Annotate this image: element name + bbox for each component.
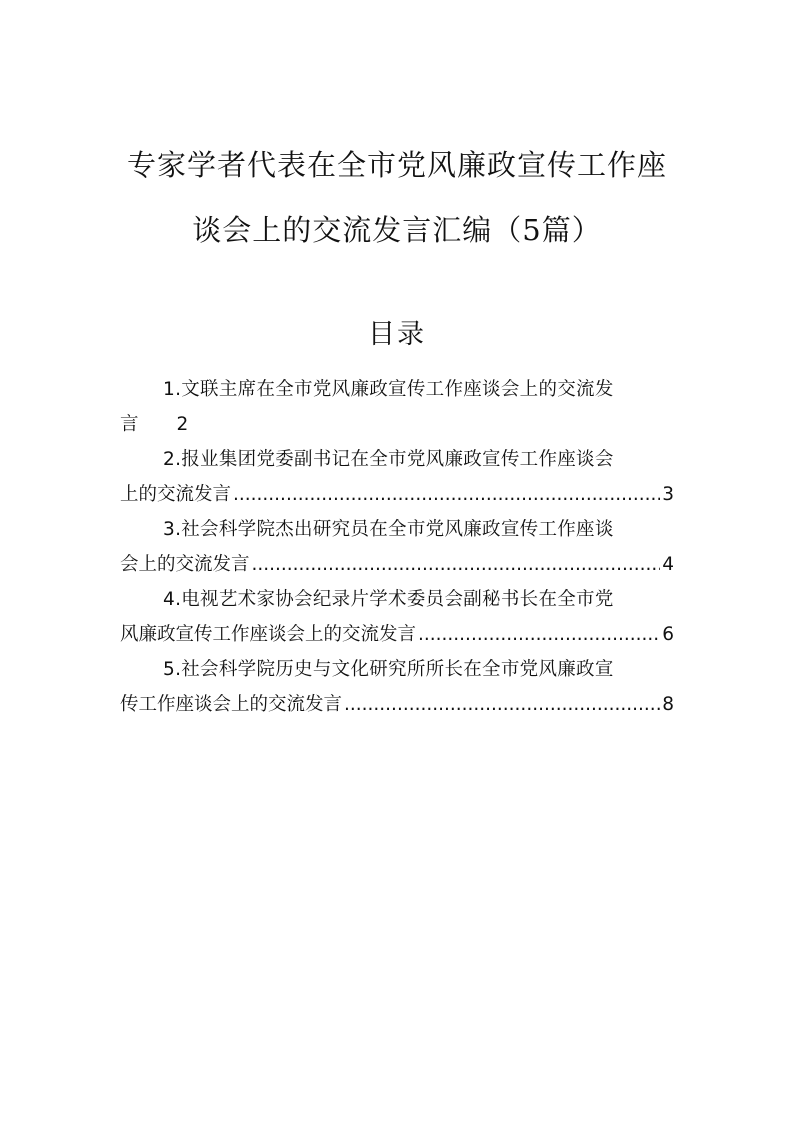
title-line-1: 专家学者代表在全市党风廉政宣传工作座 [126,148,667,182]
toc-entry-text-cont: 风廉政宣传工作座谈会上的交流发言 [120,624,417,645]
toc-entry-5[interactable] [120,652,674,722]
toc-entry-text-cont: 传工作座谈会上的交流发言 [120,694,343,715]
toc-page-number: 4 [662,554,674,575]
toc-entry-2[interactable] [120,442,674,512]
toc-dot-leader [252,547,661,582]
toc-entry-text-cont: 会上的交流发言 [120,554,250,575]
toc-entry-text: 2.报业集团党委副书记在全市党风廉政宣传工作座谈会 [163,449,614,470]
toc-page-number: 2 [176,414,189,435]
toc-page-number: 3 [662,484,674,505]
toc-entry-3[interactable] [120,512,674,582]
toc-entry-text: 1.文联主席在全市党风廉政宣传工作座谈会上的交流发 [163,379,614,400]
toc-dot-leader [418,617,660,652]
table-of-contents [120,372,674,722]
toc-entry-text-cont: 上的交流发言 [120,484,232,505]
toc-heading: 目录 [368,319,426,350]
toc-page-number: 6 [662,624,674,645]
toc-entry-text: 5.社会科学院历史与文化研究所所长在全市党风廉政宣 [163,659,614,680]
toc-entry-1[interactable] [120,372,674,442]
toc-entry-4[interactable] [120,582,674,652]
toc-dot-leader [233,477,660,512]
toc-page-number: 8 [662,694,674,715]
toc-entry-text-cont: 言 [120,414,139,435]
toc-entry-text: 3.社会科学院杰出研究员在全市党风廉政宣传工作座谈 [163,519,614,540]
toc-entry-text: 4.电视艺术家协会纪录片学术委员会副秘书长在全市党 [163,589,614,610]
toc-dot-leader [344,687,660,722]
title-line-2: 谈会上的交流发言汇编（5篇） [192,213,602,247]
